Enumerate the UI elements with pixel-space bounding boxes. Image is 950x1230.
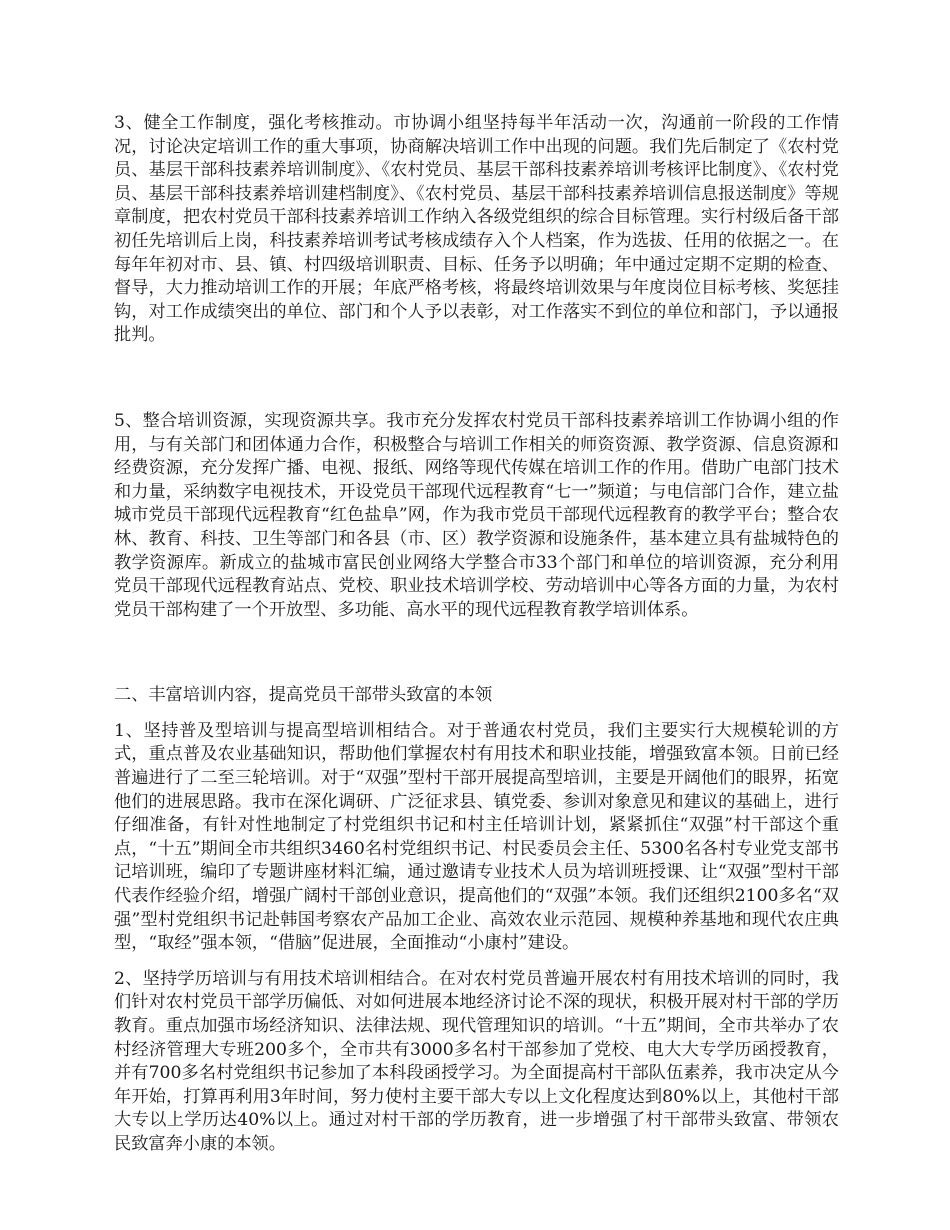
document-page bbox=[114, 112, 839, 1157]
paragraph-work-system: 3、健全工作制度，强化考核推动。市协调小组坚持每半年活动一次，沟通前一阶段的工作情况，讨论决定培训工作的重大事项，协商解决培训工作中出现的问题。我们先后制定了《农村党员、基层干部科技素养培训制度》、《农村党员、基层干部科技素养培训考核评比制度》、《农村党员、基层干部科技素养培训建档制度》、《农村党员、基层干部科技素养培训信息报送制度》等规章制度，把农村党员干部科技素养培训工作纳入各级党组织的综合目标管理。实行村级后备干部初任先培训后上岗，科技素养培训考试考核成绩存入个人档案，作为选拔、任用的依据之一。在每年年初对市、县、镇、村四级培训职责、目标、任务予以明确；年中通过定期不定期的检查、督导，大力推动培训工作的开展；年底严格考核，将最终培训效果与年度岗位目标考核、奖惩挂钩，对工作成绩突出的单位、部门和个人予以表彰，对工作落实不到位的单位和部门，予以通报批判。 bbox=[114, 113, 839, 346]
section-heading: 二、丰富培训内容，提高党员干部带头致富的本领 bbox=[114, 685, 493, 706]
paragraph-training-combination: 1、坚持普及型培训与提高型培训相结合。对于普通农村党员，我们主要实行大规模轮训的方式，重点普及农业基础知识，帮助他们掌握农村有用技术和职业技能，增强致富本领。日前已经普遍进行了二至三轮培训。对于“双强”型村干部开展提高型培训，主要是开阔他们的眼界，拓宽他们的进展思路。我市在深化调研、广泛征求县、镇党委、参训对象意见和建议的基础上，进行仔细准备，有针对性地制定了村党组织书记和村主任培训计划，紧紧抓住“双强”村干部这个重点，“十五”期间全市共组织3460名村党组织书记、村民委员会主任、5300名各村专业党支部书记培训班，编印了专题讲座材料汇编，通过邀请专业技术人员为培训班授课、让“双强”型村干部代表作经验介绍，增强广阔村干部创业意识，提高他们的“双强”本领。我们还组织2100多名“双强”型村党组织书记赴韩国考察农产品加工企业、高效农业示范园、规模种养基地和现代农庄典型，“取经”强本领，“借脑”促进展，全面推动“小康村”建设。 bbox=[114, 720, 839, 954]
paragraph-resource-sharing: 5、整合培训资源，实现资源共享。我市充分发挥农村党员干部科技素养培训工作协调小组的作用，与有关部门和团体通力合作，积极整合与培训工作相关的师资资源、教学资源、信息资源和经费资源，充分发挥广播、电视、报纸、网络等现代传媒在培训工作的作用。借助广电部门技术和力量，采纳数字电视技术，开设党员干部现代远程教育“七一”频道；与电信部门合作，建立盐城市党员干部现代远程教育“红色盐阜”网，作为我市党员干部现代远程教育的教学平台；整合农林、教育、科技、卫生等部门和各县（市、区）教学资源和设施条件，基本建立具有盐城特色的教学资源库。新成立的盐城市富民创业网络大学整合市33个部门和单位的培训资源，充分利用党员干部现代远程教育站点、党校、职业技术培训学校、劳动培训中心等各方面的力量，为农村党员干部构建了一个开放型、多功能、高水平的现代远程教育教学培训体系。 bbox=[114, 410, 839, 620]
paragraph-education-combination: 2、坚持学历培训与有用技术培训相结合。在对农村党员普遍开展农村有用技术培训的同时，我们针对农村党员干部学历偏低、对如何进展本地经济讨论不深的现状，积极开展对村干部的学历教育。重点加强市场经济知识、法律法规、现代管理知识的培训。“十五”期间，全市共举办了农村经济管理大专班200多个，全市共有3000多名村干部参加了党校、电大大专学历函授教育，并有700多名村党组织书记参加了本科段函授学习。为全面提高村干部队伍素养，我市决定从今年开始，打算再利用3年时间，努力使村主要干部大专以上文化程度达到80%以上，其他村干部大专以上学历达40%以上。通过对村干部的学历教育，进一步增强了村干部带头致富、带领农民致富奔小康的本领。 bbox=[114, 968, 839, 1154]
